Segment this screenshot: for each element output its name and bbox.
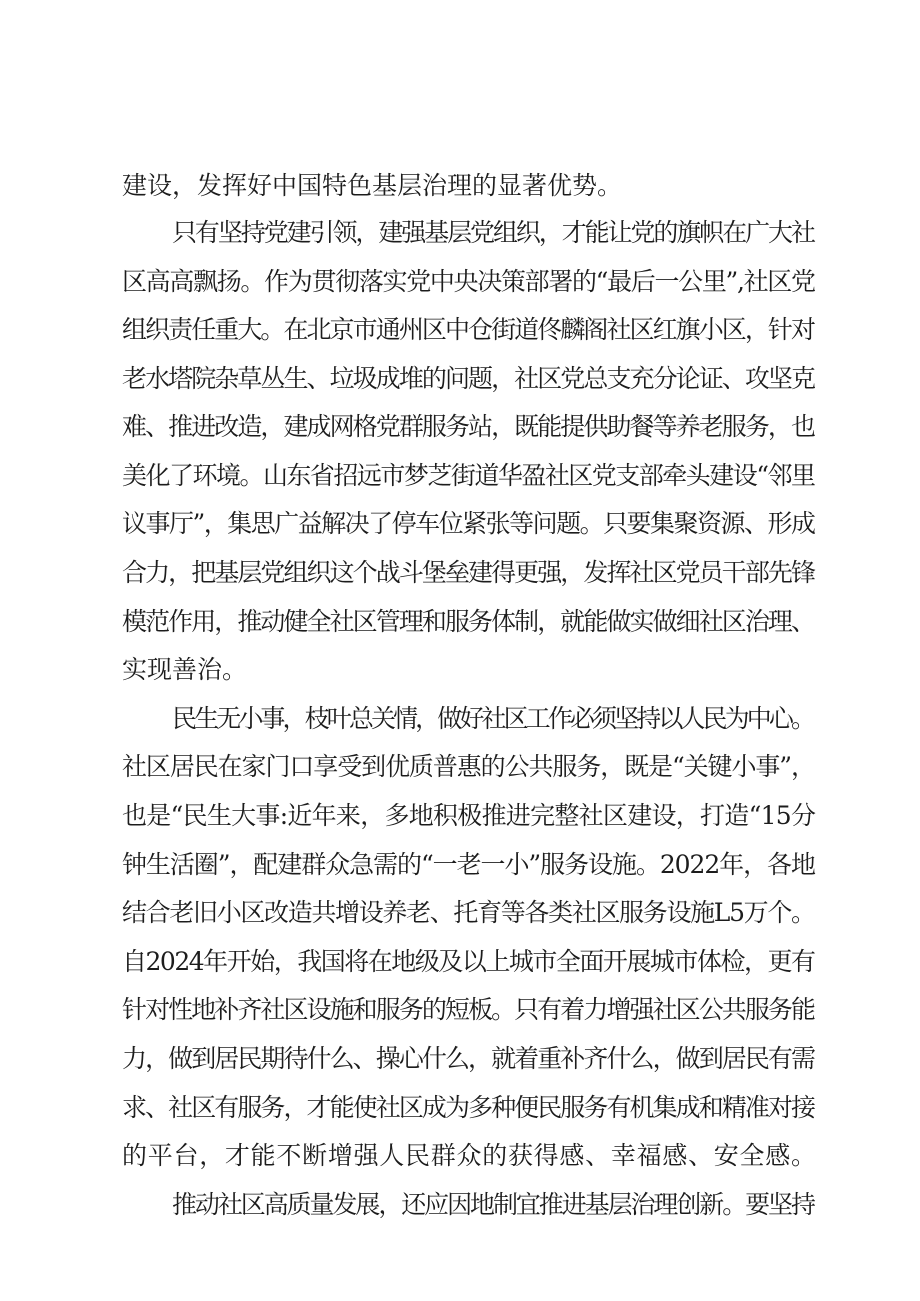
line-text: 民生无小事，枝叶总关情，做好社区工作必须坚持以人民为中心。	[172, 704, 814, 733]
line-text: 只有坚持党建引领，建强基层党组织，才能让党的旗帜在广大社	[172, 218, 814, 247]
text-line	[0, 749, 920, 785]
line-text: 针对性地补齐社区设施和服务的短板。只有着力增强社区公共服务能	[122, 995, 815, 1024]
line-text: 组织责任重大。在北京市通州区中仓街道佟麟阁社区红旗小区，针对	[122, 315, 815, 344]
line-text: 钟生活圈”，配建群众急需的“一老一小”服务设施。2022年，各地	[122, 850, 815, 879]
text-line	[0, 798, 920, 834]
line-text: 结合老旧小区改造共增设养老、托育等各类社区服务设施L5万个。	[122, 898, 815, 927]
text-line	[0, 992, 920, 1028]
text-line	[0, 652, 920, 688]
text-line	[0, 361, 920, 397]
line-text: 议事厅”，集思广益解决了停车位紧张等问题。只要集聚资源、形成	[122, 509, 815, 538]
line-text: 求、社区有服务，才能使社区成为多种便民服务有机集成和精准对接	[122, 1093, 815, 1122]
line-text: 难、推进改造，建成网格党群服务站，既能提供助餐等养老服务，也	[122, 412, 815, 441]
line-text: 老水塔院杂草丛生、垃圾成堆的问题，社区党总支充分论证、攻坚克	[122, 364, 815, 393]
line-text: 推动社区高质量发展，还应因地制宜推进基层治理创新。要坚持	[172, 1190, 814, 1219]
line-text: 社区居民在家门口享受到优质普惠的公共服务，既是“关键小事”，	[122, 752, 815, 781]
text-line	[0, 264, 920, 300]
text-line	[0, 1187, 920, 1223]
text-line	[0, 1138, 920, 1174]
text-line	[0, 312, 920, 348]
text-line	[0, 1041, 920, 1077]
line-text: 合力，把基层党组织这个战斗堡垒建得更强，发挥社区党员干部先锋	[122, 558, 815, 587]
line-text: 力，做到居民期待什么、操心什么，就着重补齐什么，做到居民有需	[122, 1044, 815, 1073]
text-line	[0, 409, 920, 445]
line-text: 建设，发挥好中国特色基层治理的显著优势。	[122, 171, 623, 200]
text-line	[0, 847, 920, 883]
text-line	[0, 701, 920, 737]
text-line	[0, 458, 920, 494]
text-line	[0, 506, 920, 542]
line-text: 模范作用，推动健全社区管理和服务体制，就能做实做细社区治理、	[122, 607, 815, 636]
text-line	[0, 555, 920, 591]
line-text: 自2024年开始，我国将在地级及以上城市全面开展城市体检，更有	[122, 947, 815, 976]
line-text: 实现善治。	[122, 655, 248, 684]
line-text: 区高高飘扬。作为贯彻落实党中央决策部署的“最后一公里”,社区党	[122, 267, 815, 296]
text-line	[0, 168, 920, 204]
line-text: 的平台，才能不断增强人民群众的获得感、幸福感、安全感。	[122, 1141, 817, 1170]
text-line	[0, 604, 920, 640]
text-line	[0, 895, 920, 931]
text-line	[0, 1090, 920, 1126]
line-text: 也是“民生大事:近年来，多地积极推进完整社区建设，打造“15分	[122, 801, 816, 830]
line-text: 美化了环境。山东省招远市梦芝街道华盈社区党支部牵头建设“邻里	[122, 461, 815, 490]
text-line	[0, 944, 920, 980]
text-line	[0, 215, 920, 251]
